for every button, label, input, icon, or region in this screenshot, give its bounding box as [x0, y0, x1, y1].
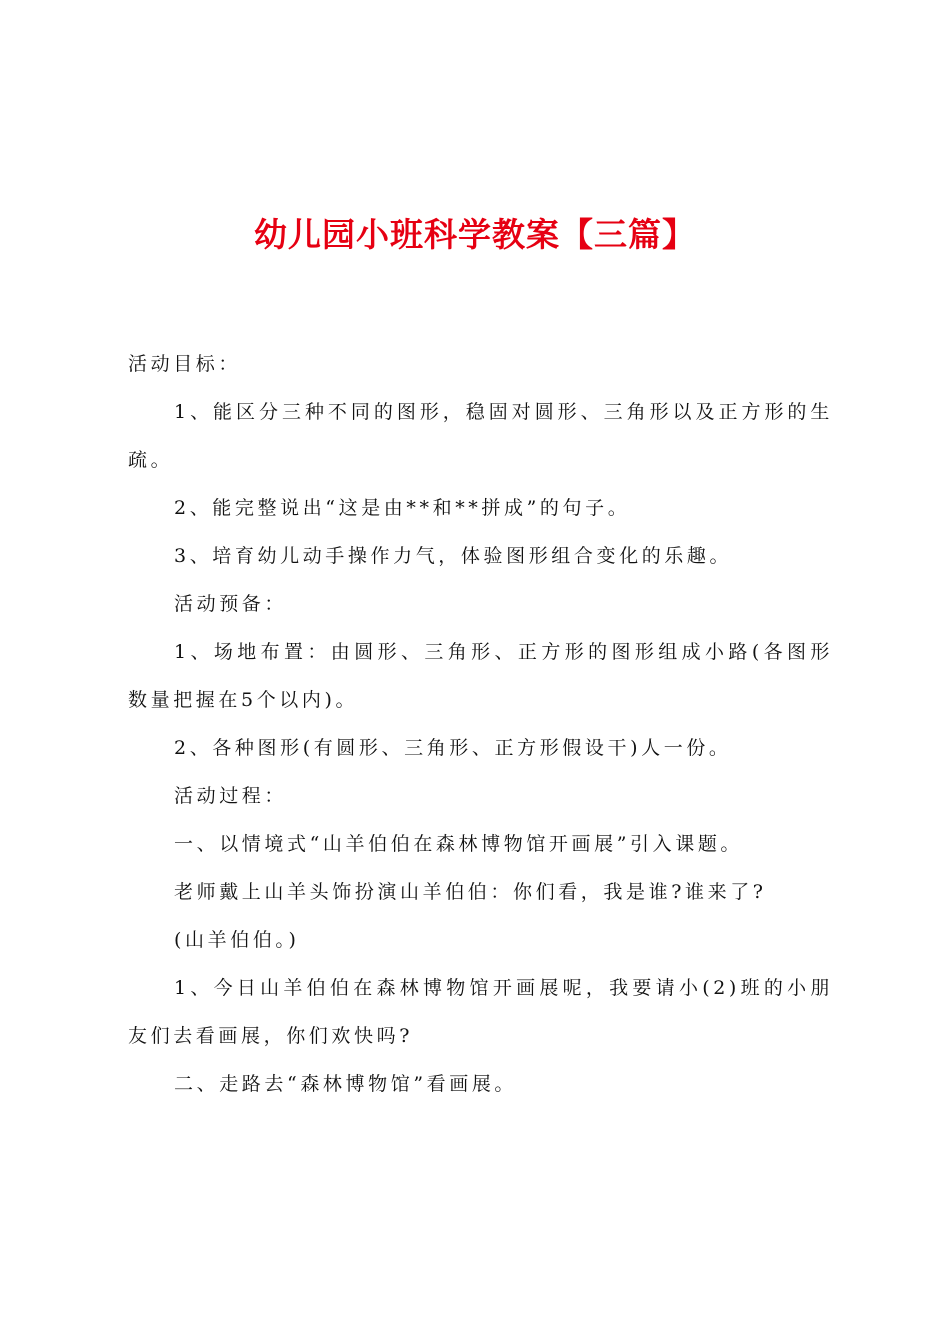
paragraph: 1、场地布置：由圆形、三角形、正方形的图形组成小路(各图形数量把握在5个以内)。 [128, 641, 833, 711]
paragraph: 老师戴上山羊头饰扮演山羊伯伯：你们看，我是谁?谁来了? [174, 881, 767, 903]
paragraph: 二、走路去“森林博物馆”看画展。 [174, 1073, 518, 1095]
document-body [128, 340, 833, 1108]
paragraph: 3、培育幼儿动手操作力气，体验图形组合变化的乐趣。 [174, 545, 733, 567]
paragraph: 一、以情境式“山羊伯伯在森林博物馆开画展”引入课题。 [174, 833, 744, 855]
paragraph: 1、能区分三种不同的图形，稳固对圆形、三角形以及正方形的生疏。 [128, 401, 833, 471]
paragraph-heading-goals: 活动目标： [128, 353, 242, 375]
paragraph-heading-preparation: 活动预备： [174, 593, 288, 615]
paragraph: (山羊伯伯。) [174, 929, 300, 951]
paragraph-heading-process: 活动过程： [174, 785, 288, 807]
paragraph: 2、能完整说出“这是由**和**拼成”的句子。 [174, 497, 631, 519]
paragraph: 2、各种图形(有圆形、三角形、正方形假设干)人一份。 [174, 737, 732, 759]
document-title: 幼儿园小班科学教案【三篇】 [254, 215, 696, 254]
paragraph: 1、今日山羊伯伯在森林博物馆开画展呢，我要请小(2)班的小朋友们去看画展，你们欢快吗? [128, 977, 833, 1047]
